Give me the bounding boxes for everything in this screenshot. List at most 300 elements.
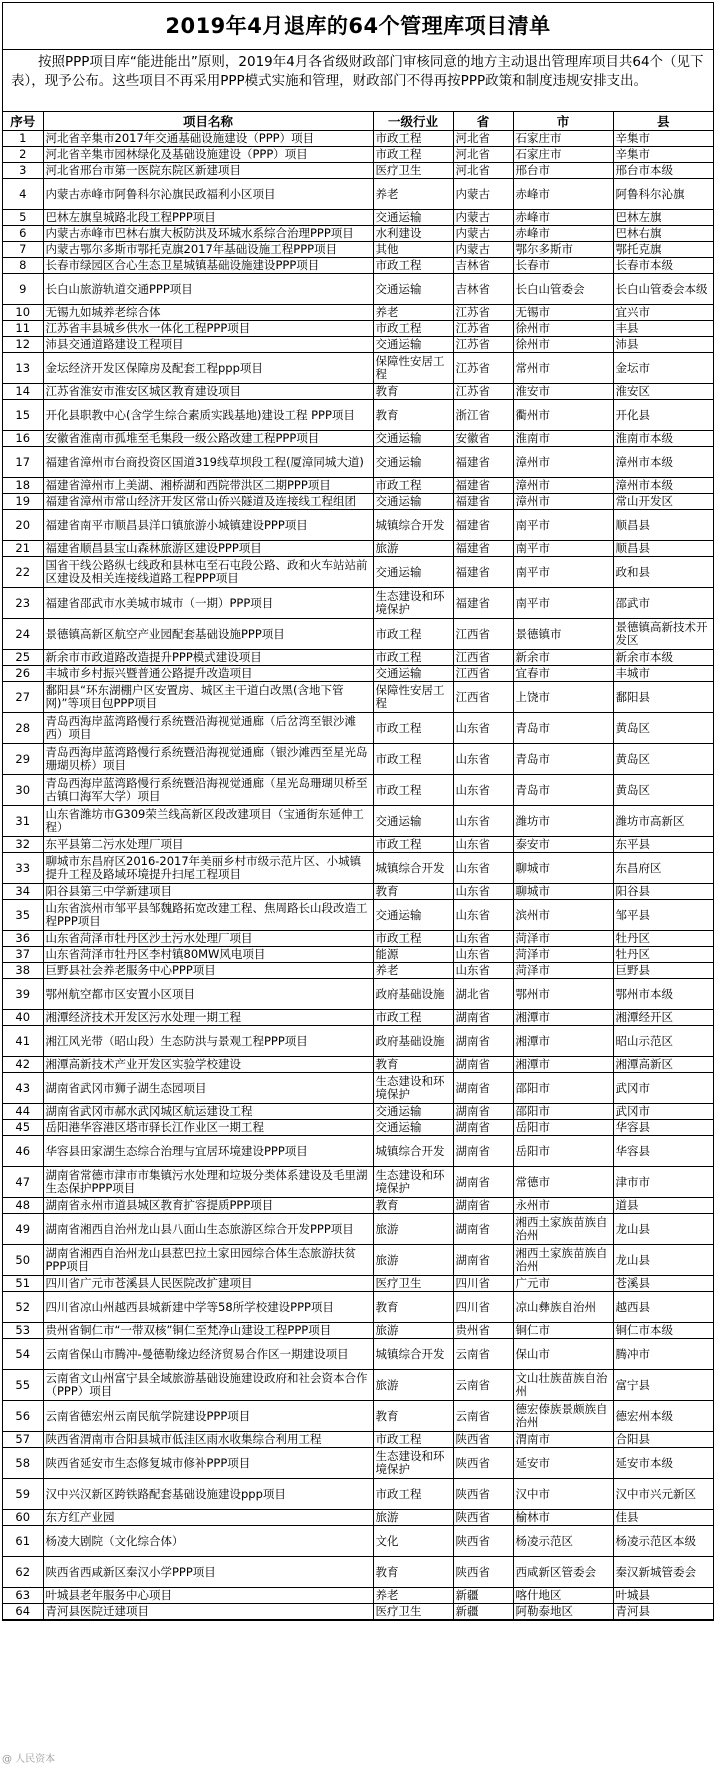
cell-industry: 医疗卫生 (373, 1604, 453, 1620)
cell-province: 湖南省 (453, 1136, 513, 1167)
cell-no: 44 (3, 1104, 43, 1120)
cell-city: 青岛市 (513, 775, 613, 806)
table-row (3, 806, 713, 837)
cell-county: 富宁县 (613, 1370, 713, 1401)
cell-name: 福建省漳州市常山经济开发区常山侨兴隧道及连接线工程组团 (43, 494, 373, 510)
cell-city: 保山市 (513, 1339, 613, 1370)
cell-province: 湖南省 (453, 1214, 513, 1245)
cell-province: 江西省 (453, 650, 513, 666)
project-table (3, 112, 713, 1620)
cell-no: 60 (3, 1510, 43, 1526)
cell-no: 62 (3, 1557, 43, 1588)
cell-industry: 城镇综合开发 (373, 510, 453, 541)
cell-industry: 交通运输 (373, 494, 453, 510)
table-row (3, 431, 713, 447)
table-row (3, 131, 713, 147)
cell-industry: 旅游 (373, 1510, 453, 1526)
header-county: 县 (613, 112, 713, 131)
cell-city: 湘潭市 (513, 1010, 613, 1026)
cell-industry: 市政工程 (373, 713, 453, 744)
cell-city: 湘西土家族苗族自治州 (513, 1214, 613, 1245)
cell-name: 河北省辛集市2017年交通基础设施建设（PPP）项目 (43, 131, 373, 147)
header-name: 项目名称 (43, 112, 373, 131)
cell-no: 42 (3, 1057, 43, 1073)
cell-name: 内蒙古赤峰市巴林右旗大板防洪及环城水系综合治理PPP项目 (43, 226, 373, 242)
cell-county: 宜兴市 (613, 305, 713, 321)
cell-city: 延安市 (513, 1448, 613, 1479)
cell-province: 江苏省 (453, 353, 513, 384)
cell-no: 58 (3, 1448, 43, 1479)
table-row (3, 1214, 713, 1245)
cell-city: 邢台市 (513, 163, 613, 179)
cell-province: 福建省 (453, 447, 513, 478)
cell-name: 云南省文山州富宁县全域旅游基础设施建设政府和社会资本合作（PPP）项目 (43, 1370, 373, 1401)
cell-name: 阳谷县第三中学新建项目 (43, 884, 373, 900)
cell-city: 常州市 (513, 353, 613, 384)
cell-industry: 旅游 (373, 541, 453, 557)
cell-name: 陕西省西咸新区秦汉小学PPP项目 (43, 1557, 373, 1588)
table-row (3, 353, 713, 384)
table-row (3, 400, 713, 431)
cell-city: 青岛市 (513, 744, 613, 775)
cell-name: 青岛西海岸蓝湾路慢行系统暨沿海视觉通廊（银沙滩西至星光岛珊瑚贝桥）项目 (43, 744, 373, 775)
cell-county: 丰城市 (613, 666, 713, 682)
cell-city: 赤峰市 (513, 210, 613, 226)
cell-no: 14 (3, 384, 43, 400)
cell-county: 巴林左旗 (613, 210, 713, 226)
cell-county: 鄱阳县 (613, 682, 713, 713)
cell-no: 12 (3, 337, 43, 353)
cell-name: 山东省潍坊市G309荣兰线高新区段改建项目（宝通街东延伸工程） (43, 806, 373, 837)
cell-name: 福建省漳州市上美湖、湘桥湖和西院带洪区二期PPP项目 (43, 478, 373, 494)
cell-name: 汉中兴汉新区跨铁路配套基础设施建设ppp项目 (43, 1479, 373, 1510)
cell-province: 湖北省 (453, 979, 513, 1010)
header-industry: 一级行业 (373, 112, 453, 131)
cell-name: 内蒙古鄂尔多斯市鄂托克旗2017年基础设施工程PPP项目 (43, 242, 373, 258)
cell-industry: 养老 (373, 963, 453, 979)
cell-industry: 教育 (373, 400, 453, 431)
cell-county: 顺昌县 (613, 541, 713, 557)
cell-city: 杨凌示范区 (513, 1526, 613, 1557)
cell-province: 湖南省 (453, 1104, 513, 1120)
cell-county: 黄岛区 (613, 744, 713, 775)
cell-name: 四川省广元市苍溪县人民医院改扩建项目 (43, 1276, 373, 1292)
cell-province: 山东省 (453, 900, 513, 931)
table-row (3, 242, 713, 258)
cell-no: 54 (3, 1339, 43, 1370)
cell-no: 16 (3, 431, 43, 447)
cell-no: 27 (3, 682, 43, 713)
cell-province: 内蒙古 (453, 179, 513, 210)
cell-city: 德宏傣族景颇族自治州 (513, 1401, 613, 1432)
cell-name: 景德镇高新区航空产业园配套基础设施PPP项目 (43, 619, 373, 650)
cell-industry: 交通运输 (373, 447, 453, 478)
cell-name: 湖南省武冈市狮子湖生态园项目 (43, 1073, 373, 1104)
cell-industry: 市政工程 (373, 775, 453, 806)
table-row (3, 884, 713, 900)
table-row (3, 1167, 713, 1198)
intro-paragraph: 按照PPP项目库“能进能出”原则，2019年4月各省级财政部门审核同意的地方主动退出管理库项目共64个（见下表），现予公布。这些项目不再采用PPP模式实施和管理，财政部门不得再按PPP政策和制度违规安排支出。 (3, 50, 713, 112)
cell-industry: 交通运输 (373, 557, 453, 588)
cell-name: 青河县医院迁建项目 (43, 1604, 373, 1620)
cell-province: 福建省 (453, 588, 513, 619)
cell-industry: 交通运输 (373, 1104, 453, 1120)
cell-name: 湖南省武冈市郝水武冈城区航运建设工程 (43, 1104, 373, 1120)
table-row (3, 619, 713, 650)
cell-no: 64 (3, 1604, 43, 1620)
table-row (3, 1510, 713, 1526)
cell-no: 32 (3, 837, 43, 853)
cell-city: 赤峰市 (513, 179, 613, 210)
cell-name: 新余市市政道路改造提升PPP模式建设项目 (43, 650, 373, 666)
cell-city: 阿勒泰地区 (513, 1604, 613, 1620)
cell-county: 邵武市 (613, 588, 713, 619)
cell-city: 邵阳市 (513, 1104, 613, 1120)
cell-industry: 交通运输 (373, 210, 453, 226)
cell-name: 四川省凉山州越西县城新建中学等58所学校建设PPP项目 (43, 1292, 373, 1323)
table-row (3, 1557, 713, 1588)
cell-city: 滨州市 (513, 900, 613, 931)
cell-city: 青岛市 (513, 713, 613, 744)
cell-no: 23 (3, 588, 43, 619)
cell-no: 19 (3, 494, 43, 510)
cell-name: 湖南省常德市津市市集镇污水处理和垃圾分类体系建设及毛里湖生态保护PPP项目 (43, 1167, 373, 1198)
table-row (3, 963, 713, 979)
cell-county: 武冈市 (613, 1073, 713, 1104)
cell-county: 武冈市 (613, 1104, 713, 1120)
cell-name: 山东省滨州市邹平县邹魏路拓宽改建工程、焦周路长山段改造工程PPP项目 (43, 900, 373, 931)
cell-industry: 其他 (373, 242, 453, 258)
table-row (3, 226, 713, 242)
cell-no: 61 (3, 1526, 43, 1557)
cell-city: 石家庄市 (513, 131, 613, 147)
cell-province: 四川省 (453, 1276, 513, 1292)
cell-industry: 旅游 (373, 1245, 453, 1276)
cell-industry: 交通运输 (373, 900, 453, 931)
cell-name: 岳阳港华容港区塔市驿长江作业区一期工程 (43, 1120, 373, 1136)
cell-county: 苍溪县 (613, 1276, 713, 1292)
cell-no: 29 (3, 744, 43, 775)
table-row (3, 682, 713, 713)
cell-city: 漳州市 (513, 494, 613, 510)
cell-no: 38 (3, 963, 43, 979)
cell-industry: 市政工程 (373, 147, 453, 163)
cell-name: 国省干线公路纵七线政和县林屯至石屯段公路、政和火车站站前区建设及相关连接线道路工程PPP项目 (43, 557, 373, 588)
cell-city: 上饶市 (513, 682, 613, 713)
cell-no: 17 (3, 447, 43, 478)
cell-province: 江苏省 (453, 384, 513, 400)
cell-industry: 医疗卫生 (373, 163, 453, 179)
table-row (3, 1323, 713, 1339)
cell-county: 巴林右旗 (613, 226, 713, 242)
cell-industry: 市政工程 (373, 837, 453, 853)
cell-city: 鄂州市 (513, 979, 613, 1010)
table-row (3, 1245, 713, 1276)
cell-no: 40 (3, 1010, 43, 1026)
cell-no: 34 (3, 884, 43, 900)
table-row (3, 1120, 713, 1136)
cell-county: 黄岛区 (613, 775, 713, 806)
cell-no: 35 (3, 900, 43, 931)
cell-province: 山东省 (453, 884, 513, 900)
cell-industry: 教育 (373, 1198, 453, 1214)
cell-city: 泰安市 (513, 837, 613, 853)
cell-no: 21 (3, 541, 43, 557)
cell-province: 福建省 (453, 510, 513, 541)
cell-name: 内蒙古赤峰市阿鲁科尔沁旗民政福利小区项目 (43, 179, 373, 210)
cell-city: 漳州市 (513, 447, 613, 478)
cell-county: 淮南市本级 (613, 431, 713, 447)
cell-county: 鄂州市本级 (613, 979, 713, 1010)
cell-county: 开化县 (613, 400, 713, 431)
cell-city: 湘潭市 (513, 1026, 613, 1057)
cell-province: 江西省 (453, 666, 513, 682)
cell-industry: 市政工程 (373, 131, 453, 147)
cell-city: 西咸新区管委会 (513, 1557, 613, 1588)
cell-name: 金坛经济开发区保障房及配套工程ppp项目 (43, 353, 373, 384)
cell-name: 叶城县老年服务中心项目 (43, 1588, 373, 1604)
table-row (3, 1010, 713, 1026)
cell-county: 政和县 (613, 557, 713, 588)
cell-name: 湘潭经济技术开发区污水处理一期工程 (43, 1010, 373, 1026)
cell-province: 安徽省 (453, 431, 513, 447)
cell-province: 山东省 (453, 744, 513, 775)
table-row (3, 274, 713, 305)
cell-county: 华容县 (613, 1120, 713, 1136)
cell-province: 云南省 (453, 1401, 513, 1432)
cell-no: 55 (3, 1370, 43, 1401)
cell-city: 广元市 (513, 1276, 613, 1292)
cell-no: 13 (3, 353, 43, 384)
cell-province: 江苏省 (453, 321, 513, 337)
cell-no: 37 (3, 947, 43, 963)
cell-county: 黄岛区 (613, 713, 713, 744)
table-row (3, 1073, 713, 1104)
cell-province: 云南省 (453, 1370, 513, 1401)
cell-county: 秦汉新城管委会 (613, 1557, 713, 1588)
cell-province: 山东省 (453, 837, 513, 853)
cell-province: 江苏省 (453, 305, 513, 321)
table-row (3, 744, 713, 775)
cell-county: 牡丹区 (613, 931, 713, 947)
cell-industry: 生态建设和环境保护 (373, 1073, 453, 1104)
cell-province: 山东省 (453, 947, 513, 963)
cell-county: 铜仁市本级 (613, 1323, 713, 1339)
cell-city: 新余市 (513, 650, 613, 666)
cell-name: 湖南省湘西自治州龙山县惹巴拉土家田园综合体生态旅游扶贫PPP项目 (43, 1245, 373, 1276)
cell-industry: 市政工程 (373, 1432, 453, 1448)
cell-city: 文山壮族苗族自治州 (513, 1370, 613, 1401)
cell-industry: 市政工程 (373, 1479, 453, 1510)
table-row (3, 179, 713, 210)
table-row (3, 947, 713, 963)
cell-name: 云南省德宏州云南民航学院建设PPP项目 (43, 1401, 373, 1432)
cell-city: 菏泽市 (513, 931, 613, 947)
table-row (3, 1198, 713, 1214)
cell-county: 长春市本级 (613, 258, 713, 274)
cell-name: 福建省漳州市台商投资区国道319线草坝段工程(厦漳同城大道) (43, 447, 373, 478)
cell-province: 福建省 (453, 557, 513, 588)
cell-province: 新疆 (453, 1588, 513, 1604)
cell-name: 云南省保山市腾冲-曼德勒缘边经济贸易合作区一期建设项目 (43, 1339, 373, 1370)
cell-industry: 教育 (373, 1557, 453, 1588)
cell-industry: 政府基础设施 (373, 979, 453, 1010)
cell-province: 湖南省 (453, 1245, 513, 1276)
cell-county: 华容县 (613, 1136, 713, 1167)
cell-city: 徐州市 (513, 337, 613, 353)
cell-name: 青岛西海岸蓝湾路慢行系统暨沿海视觉通廊（后岔湾至银沙滩西）项目 (43, 713, 373, 744)
cell-county: 淮安区 (613, 384, 713, 400)
table-row (3, 478, 713, 494)
table-row (3, 588, 713, 619)
cell-name: 陕西省渭南市合阳县城市低洼区雨水收集综合利用工程 (43, 1432, 373, 1448)
table-row (3, 1370, 713, 1401)
table-row (3, 147, 713, 163)
cell-no: 39 (3, 979, 43, 1010)
table-header-row (3, 112, 713, 131)
cell-name: 聊城市东昌府区2016-2017年美丽乡村市级示范片区、小城镇提升工程及路域环境提升扫尾工程项目 (43, 853, 373, 884)
table-row (3, 1339, 713, 1370)
table-row (3, 775, 713, 806)
cell-county: 越西县 (613, 1292, 713, 1323)
cell-name: 开化县职教中心(含学生综合素质实践基地)建设工程 PPP项目 (43, 400, 373, 431)
cell-no: 20 (3, 510, 43, 541)
header-no: 序号 (3, 112, 43, 131)
table-body (3, 131, 713, 1620)
page-title: 2019年4月退库的64个管理库项目清单 (3, 3, 713, 50)
cell-no: 43 (3, 1073, 43, 1104)
cell-city: 南平市 (513, 557, 613, 588)
cell-industry: 教育 (373, 384, 453, 400)
cell-county: 德宏州本级 (613, 1401, 713, 1432)
table-row (3, 1026, 713, 1057)
cell-county: 新余市本级 (613, 650, 713, 666)
cell-no: 31 (3, 806, 43, 837)
cell-city: 景德镇市 (513, 619, 613, 650)
table-row (3, 1588, 713, 1604)
cell-no: 49 (3, 1214, 43, 1245)
cell-province: 内蒙古 (453, 242, 513, 258)
cell-name: 鄂州航空都市区安置小区项目 (43, 979, 373, 1010)
table-row (3, 1136, 713, 1167)
cell-no: 41 (3, 1026, 43, 1057)
cell-county: 津市市 (613, 1167, 713, 1198)
cell-city: 南平市 (513, 510, 613, 541)
cell-county: 邢台市本级 (613, 163, 713, 179)
cell-county: 巨野县 (613, 963, 713, 979)
cell-no: 1 (3, 131, 43, 147)
cell-no: 7 (3, 242, 43, 258)
cell-name: 华容县田家湖生态综合治理与宜居环境建设PPP项目 (43, 1136, 373, 1167)
cell-name: 沛县交通道路建设工程项目 (43, 337, 373, 353)
cell-city: 聊城市 (513, 884, 613, 900)
table-row (3, 321, 713, 337)
cell-industry: 交通运输 (373, 806, 453, 837)
cell-name: 长白山旅游轨道交通PPP项目 (43, 274, 373, 305)
cell-no: 3 (3, 163, 43, 179)
cell-city: 宜春市 (513, 666, 613, 682)
cell-no: 52 (3, 1292, 43, 1323)
cell-name: 湘潭高新技术产业开发区实验学校建设 (43, 1057, 373, 1073)
cell-no: 59 (3, 1479, 43, 1510)
cell-no: 4 (3, 179, 43, 210)
table-row (3, 1432, 713, 1448)
cell-city: 湘西土家族苗族自治州 (513, 1245, 613, 1276)
cell-industry: 水利建设 (373, 226, 453, 242)
table-row (3, 837, 713, 853)
cell-no: 22 (3, 557, 43, 588)
table-row (3, 931, 713, 947)
cell-county: 佳县 (613, 1510, 713, 1526)
cell-industry: 市政工程 (373, 744, 453, 775)
table-row (3, 1526, 713, 1557)
cell-county: 牡丹区 (613, 947, 713, 963)
cell-county: 青河县 (613, 1604, 713, 1620)
table-row (3, 305, 713, 321)
cell-province: 陕西省 (453, 1526, 513, 1557)
cell-province: 河北省 (453, 131, 513, 147)
cell-county: 汉中市兴元新区 (613, 1479, 713, 1510)
cell-name: 长春市绿园区合心生态卫星城镇基础设施建设PPP项目 (43, 258, 373, 274)
cell-name: 贵州省铜仁市“一带双核”铜仁至梵净山建设工程PPP项目 (43, 1323, 373, 1339)
cell-province: 山东省 (453, 806, 513, 837)
cell-county: 鄂托克旗 (613, 242, 713, 258)
table-row (3, 713, 713, 744)
cell-name: 福建省顺昌县宝山森林旅游区建设PPP项目 (43, 541, 373, 557)
cell-name: 江苏省淮安市淮安区城区教育建设项目 (43, 384, 373, 400)
cell-province: 山东省 (453, 853, 513, 884)
cell-industry: 交通运输 (373, 337, 453, 353)
cell-city: 铜仁市 (513, 1323, 613, 1339)
cell-industry: 教育 (373, 884, 453, 900)
table-row (3, 494, 713, 510)
cell-industry: 市政工程 (373, 650, 453, 666)
cell-city: 凉山彝族自治州 (513, 1292, 613, 1323)
cell-industry: 城镇综合开发 (373, 1136, 453, 1167)
cell-industry: 生态建设和环境保护 (373, 588, 453, 619)
cell-industry: 市政工程 (373, 321, 453, 337)
cell-no: 30 (3, 775, 43, 806)
cell-province: 江西省 (453, 682, 513, 713)
cell-industry: 市政工程 (373, 619, 453, 650)
cell-industry: 能源 (373, 947, 453, 963)
cell-county: 龙山县 (613, 1245, 713, 1276)
cell-no: 18 (3, 478, 43, 494)
cell-province: 湖南省 (453, 1073, 513, 1104)
cell-city: 湘潭市 (513, 1057, 613, 1073)
table-row (3, 1057, 713, 1073)
cell-province: 陕西省 (453, 1448, 513, 1479)
cell-county: 湘潭高新区 (613, 1057, 713, 1073)
cell-province: 山东省 (453, 931, 513, 947)
cell-city: 岳阳市 (513, 1120, 613, 1136)
cell-industry: 生态建设和环境保护 (373, 1448, 453, 1479)
cell-name: 湖南省永州市道县城区教育扩容提质PPP项目 (43, 1198, 373, 1214)
cell-province: 山东省 (453, 775, 513, 806)
table-row (3, 163, 713, 179)
cell-province: 湖南省 (453, 1167, 513, 1198)
cell-province: 山东省 (453, 713, 513, 744)
cell-industry: 交通运输 (373, 666, 453, 682)
cell-city: 渭南市 (513, 1432, 613, 1448)
cell-city: 南平市 (513, 588, 613, 619)
cell-no: 24 (3, 619, 43, 650)
cell-city: 衢州市 (513, 400, 613, 431)
cell-industry: 保障性安居工程 (373, 682, 453, 713)
cell-county: 常山开发区 (613, 494, 713, 510)
cell-city: 岳阳市 (513, 1136, 613, 1167)
table-row (3, 1276, 713, 1292)
